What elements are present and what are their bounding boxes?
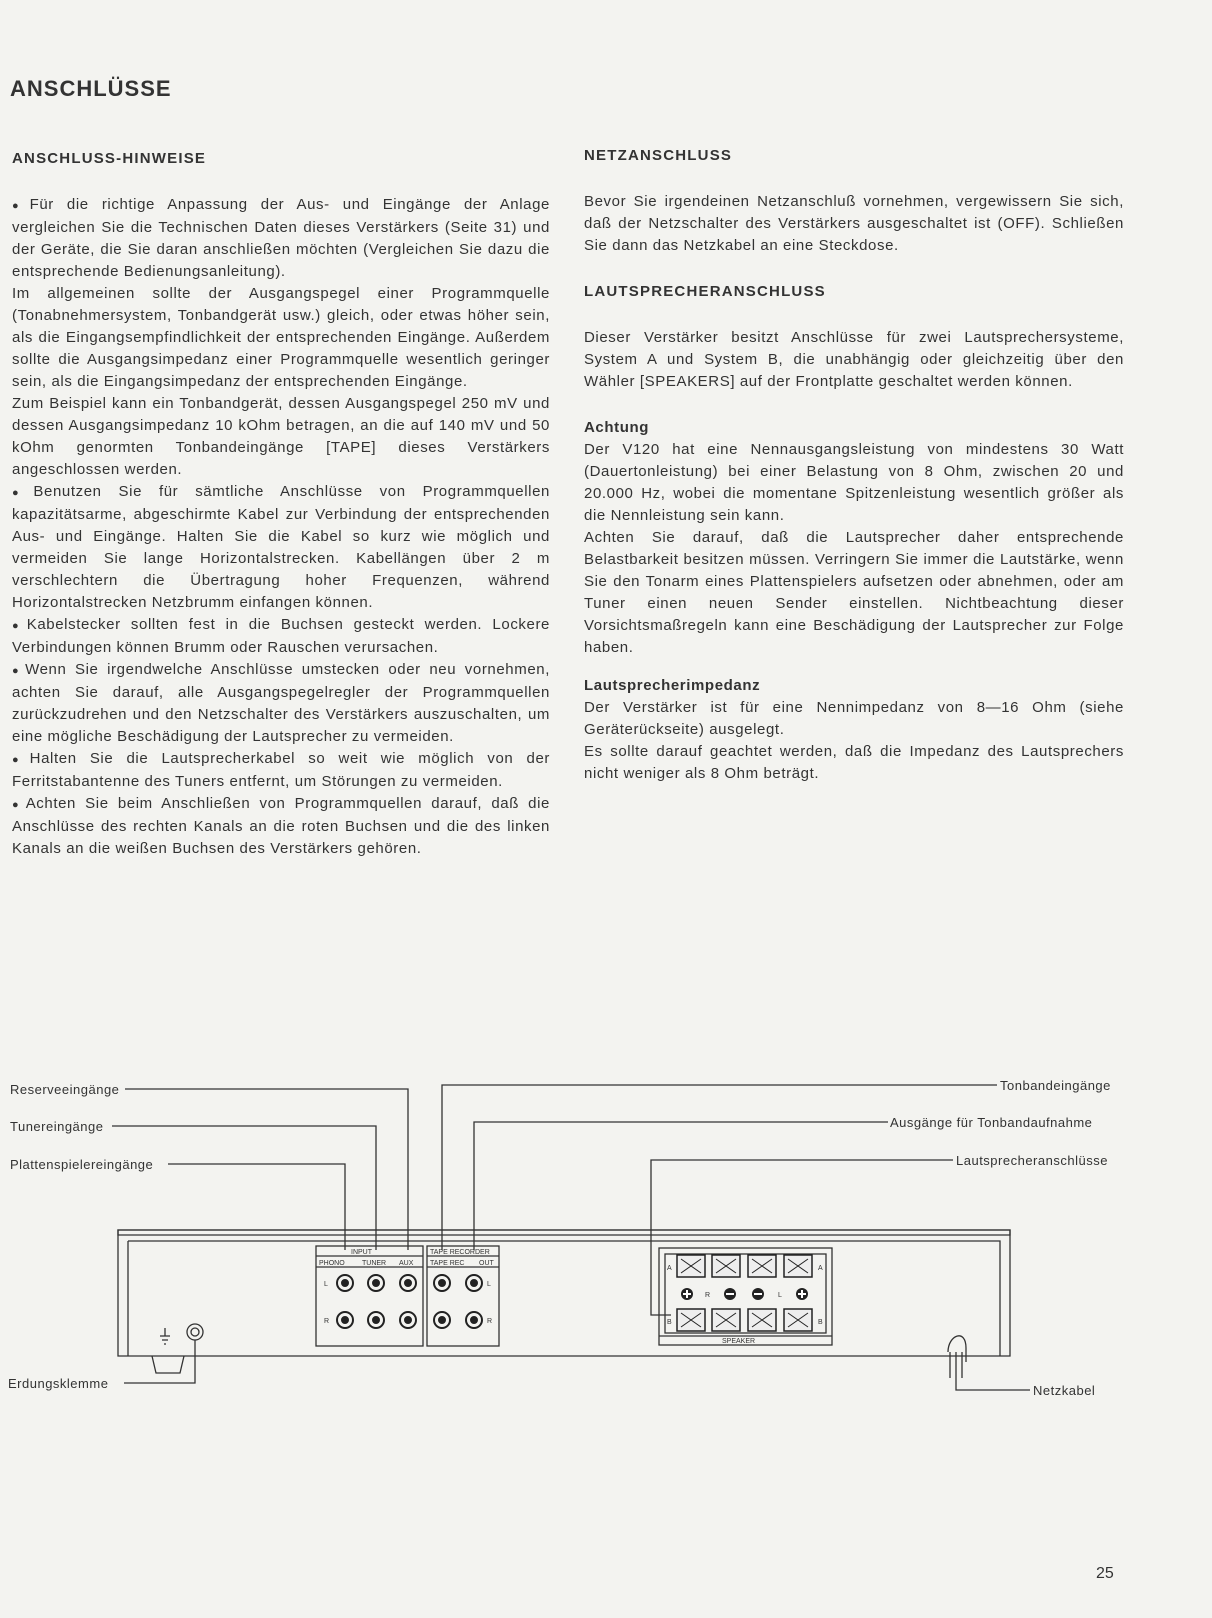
hint-paragraph: ● Wenn Sie irgendwelche Anschlüsse umstecken oder neu vornehmen, achten Sie darauf, alle Ausgangspegelregler der Programmquellen zurückzudrehen und den Netzschalter des Verstärkers auszuschalten, um eine mögliche Beschädigung der Lautsprecher zu vermeiden. <box>12 659 550 748</box>
hint-paragraph: Im allgemeinen sollte der Ausgangspegel einer Programmquelle (Tonabnehmersystem, Tonbandgerät usw.) gleich, oder etwas höher sein, als die Eingangsempfindlichkeit der entsprechenden Eingänge. Außerdem sollte die Ausgangsimpedanz einer Programmquelle wesentlich geringer sein, als die Eingangsimpedanz der entsprechenden Eingänge. <box>12 285 550 390</box>
achtung-text: Achten Sie darauf, daß die Lautsprecher daher entsprechende Belastbarkeit besitzen müssen. Verringern Sie immer die Lautstärke, wenn Sie den Tonarm eines Plattenspielers aufsetzen oder abnehmen, oder am Tuner einen neuen Sender einstellen. Nichtbeachtung dieser Vorsichtsmaßregeln kann eine Beschädigung der Lautsprecher zur Folge haben. <box>584 529 1124 656</box>
speaker-terminals <box>677 1255 812 1331</box>
polarity-markers <box>681 1288 808 1300</box>
hint-paragraph: ● Achten Sie beim Anschließen von Programmquellen darauf, daß die Anschlüsse des rechten Kanals an die roten Buchsen und die des linken Kanals an die weißen Buchsen des Verstärkers gehören. <box>12 793 550 860</box>
ground-terminal <box>187 1324 203 1340</box>
panel-phono-label: PHONO <box>319 1260 345 1267</box>
panel-tape-rec-label: TAPE REC <box>430 1260 465 1267</box>
chassis-inner-edge <box>128 1241 1000 1356</box>
anschluss-hinweise-heading: ANSCHLUSS-HINWEISE <box>12 150 207 167</box>
panel-b-label: B <box>818 1319 823 1326</box>
label-tonbandeingaenge: Tonbandeingänge <box>1000 1078 1111 1093</box>
lautsprecheranschluss-heading: LAUTSPRECHERANSCHLUSS <box>584 283 826 300</box>
leader-tape-out <box>474 1122 888 1250</box>
netzanschluss-heading: NETZANSCHLUSS <box>584 147 733 164</box>
panel-tape-recorder-label: TAPE RECORDER <box>430 1249 490 1256</box>
panel-a-label: A <box>818 1265 823 1272</box>
label-plattenspielereingaenge: Plattenspielereingänge <box>10 1157 154 1172</box>
achtung-heading: Achtung <box>584 419 650 436</box>
panel-r-label: R <box>324 1318 330 1325</box>
leader-tape-in <box>442 1085 997 1250</box>
label-reserveeingaenge: Reserveeingänge <box>10 1082 120 1097</box>
hint-paragraph: ● Kabelstecker sollten fest in die Buchsen gesteckt werden. Lockere Verbindungen können Brumm oder Rauschen verursachen. <box>12 614 550 659</box>
panel-speaker-label: SPEAKER <box>722 1338 756 1345</box>
leader-power <box>956 1378 1030 1390</box>
leader-reserve <box>125 1089 408 1250</box>
panel-r-label: R <box>487 1318 493 1325</box>
ground-symbol <box>160 1328 170 1344</box>
impedanz-heading: Lautsprecherimpedanz <box>584 677 761 694</box>
panel-l-label: L <box>324 1281 328 1288</box>
panel-tuner-label: TUNER <box>362 1260 387 1267</box>
panel-input-label: INPUT <box>351 1249 372 1256</box>
panel-l-label: L <box>487 1281 491 1288</box>
impedanz-text: Der Verstärker ist für eine Nennimpedanz von 8—16 Ohm (siehe Geräterückseite) ausgelegt. <box>584 699 1124 738</box>
chassis-outline <box>118 1230 1010 1356</box>
rear-panel-diagram <box>0 1078 1212 1430</box>
panel-a-label: A <box>667 1265 672 1272</box>
panel-aux-label: AUX <box>399 1260 414 1267</box>
panel-l-label: L <box>778 1292 782 1299</box>
label-ausgaenge-tonbandaufnahme: Ausgänge für Tonbandaufnahme <box>890 1115 1093 1130</box>
achtung-text: Der V120 hat eine Nennausgangsleistung von mindestens 30 Watt (Dauertonleistung) bei einer Belastung von 8 Ohm, zwischen 20 und 20.000 Hz, wobei die momentane Spitzenleistung wesentlich größer als die Nennleistung sein kann. <box>584 441 1124 524</box>
foot-left <box>152 1356 184 1373</box>
label-tunereingaenge: Tunereingänge <box>10 1119 104 1134</box>
page-title: ANSCHLÜSSE <box>10 76 172 101</box>
label-netzkabel: Netzkabel <box>1033 1383 1096 1398</box>
panel-out-label: OUT <box>479 1260 494 1267</box>
chassis-top-edge <box>118 1230 1010 1235</box>
hint-paragraph: ● Halten Sie die Lautsprecherkabel so weit wie möglich von der Ferritstabantenne des Tuners entfernt, um Störungen zu vermeiden. <box>12 748 550 793</box>
right-column <box>584 145 1124 785</box>
power-cord <box>948 1336 966 1378</box>
hint-paragraph: ● Für die richtige Anpassung der Aus- und Eingänge der Anlage vergleichen Sie die Technischen Daten dieses Verstärkers (Seite 31) und der Geräte, die Sie daran anschließen möchten (Vergleichen Sie dazu die entsprechende Bedienungsanleitung). <box>12 194 550 283</box>
hint-paragraph: Zum Beispiel kann ein Tonbandgerät, dessen Ausgangspegel 250 mV und dessen Ausgangsimpedanz 10 kOhm betragen, an die auf 140 mV und 50 kOhm genormten Tonbandeingänge [TAPE] dieses Verstärkers angeschlossen werden. <box>12 395 550 478</box>
panel-b-label: B <box>667 1319 672 1326</box>
leader-ground <box>124 1340 195 1383</box>
label-lautsprecheranschluesse: Lautsprecheranschlüsse <box>956 1153 1108 1168</box>
impedanz-text: Es sollte darauf geachtet werden, daß die Impedanz des Lautsprechers nicht weniger als 8 Ohm beträgt. <box>584 743 1124 782</box>
rca-jacks <box>337 1275 482 1328</box>
label-erdungsklemme: Erdungsklemme <box>8 1376 109 1391</box>
left-column <box>12 148 550 860</box>
page-number: 25 <box>1096 1565 1114 1582</box>
leader-tuner <box>112 1126 376 1250</box>
hint-paragraph: ● Benutzen Sie für sämtliche Anschlüsse von Programmquellen kapazitätsarme, abgeschirmte Kabel zur Verbindung der entsprechenden Aus- und Eingänge. Halten Sie die Kabel so kurz wie möglich und vermeiden Sie lange Horizontalstrecken. Kabellängen über 2 m verschlechtern die Übertragung hoher Frequenzen, während Horizontalstrecken Netzbrumm einfangen können. <box>12 481 550 614</box>
leader-phono <box>168 1164 345 1250</box>
netzanschluss-text: Bevor Sie irgendeinen Netzanschluß vornehmen, vergewissern Sie sich, daß der Netzschalter des Verstärkers ausgeschaltet ist (OFF). Schließen Sie dann das Netzkabel an eine Steckdose. <box>584 193 1124 254</box>
panel-r-label: R <box>705 1292 711 1299</box>
lautsprecheranschluss-text: Dieser Verstärker besitzt Anschlüsse für zwei Lautsprechersysteme, System A und System B, die unabhängig oder gleichzeitig über den Wähler [SPEAKERS] auf der Frontplatte geschaltet werden können. <box>584 329 1124 390</box>
